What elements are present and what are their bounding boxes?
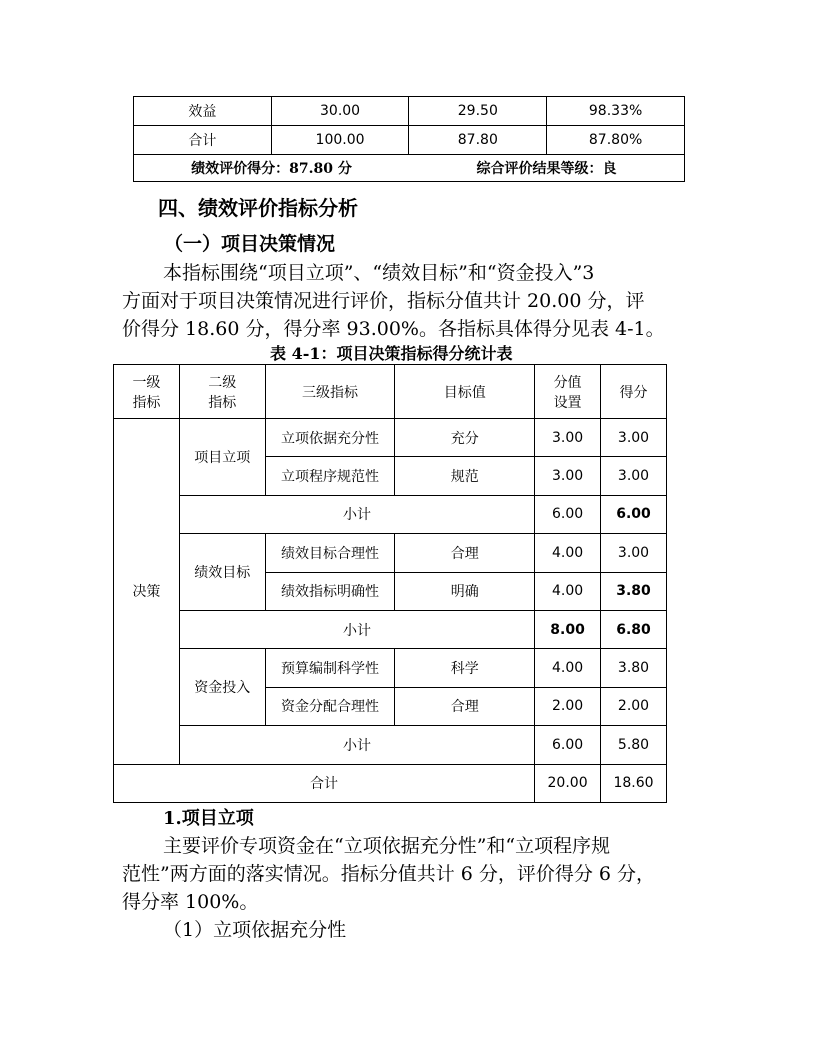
target-cell: 合理 [395,687,535,725]
table-row [134,97,685,126]
level3-cell: 绩效指标明确性 [265,572,395,610]
subtotal-set: 6.00 [535,495,601,533]
target-cell: 合理 [395,534,535,572]
header-score-set: 分值 设置 [535,365,601,419]
table-row [114,649,667,687]
section-heading: 四、绩效评价指标分析 [158,196,358,220]
header-level2: 二级 指标 [179,365,265,419]
score-set: 100.00 [271,126,409,155]
paragraph-line: 范性”两方面的落实情况。指标分值共计 6 分，评价得分 6 分， [122,863,656,885]
score-cell: 3.00 [601,419,667,457]
level2-cell: 资金投入 [179,649,265,726]
header-level1: 一级 指标 [114,365,180,419]
set-cell: 4.00 [535,649,601,687]
subtotal-set: 8.00 [535,610,601,648]
header-target: 目标值 [395,365,535,419]
target-cell: 规范 [395,457,535,495]
table-caption: 表 4-1：项目决策指标得分统计表 [270,344,513,363]
subtotal-row [114,726,667,764]
row-name: 合计 [134,126,272,155]
paragraph-line: 本指标围绕“项目立项”、“绩效目标”和“资金投入”3 [163,262,595,284]
sub-heading: 1.项目立项 [163,808,254,829]
table-row [134,126,685,155]
subtotal-row [114,610,667,648]
subtotal-label: 小计 [179,610,534,648]
score-cell: 3.00 [601,534,667,572]
score-set: 30.00 [271,97,409,126]
subtotal-score: 6.00 [601,495,667,533]
score-rate: 98.33% [547,97,685,126]
set-cell: 2.00 [535,687,601,725]
subtotal-label: 小计 [179,726,534,764]
level1-cell: 决策 [114,419,180,765]
level3-cell: 预算编制科学性 [265,649,395,687]
target-cell: 明确 [395,572,535,610]
paragraph-line: 得分率 100%。 [122,891,259,913]
subtotal-label: 小计 [179,495,534,533]
score-rate: 87.80% [547,126,685,155]
score-cell: 2.00 [601,687,667,725]
subsection-heading: （一）项目决策情况 [164,233,336,255]
subtotal-row [114,495,667,533]
total-label: 合计 [114,764,535,802]
set-cell: 4.00 [535,534,601,572]
level3-cell: 绩效目标合理性 [265,534,395,572]
score: 29.50 [409,97,547,126]
total-row [114,764,667,802]
target-cell: 充分 [395,419,535,457]
level2-cell: 绩效目标 [179,534,265,611]
total-set: 20.00 [535,764,601,802]
evaluation-score: 绩效评价得分：87.80 分 [134,155,409,182]
row-name: 效益 [134,97,272,126]
header-score: 得分 [601,365,667,419]
evaluation-grade: 综合评价结果等级：良 [409,155,685,182]
summary-row [134,155,685,182]
level3-cell: 立项程序规范性 [265,457,395,495]
paragraph-line: 方面对于项目决策情况进行评价，指标分值共计 20.00 分，评 [122,290,645,312]
level2-cell: 项目立项 [179,419,265,496]
paragraph-line: 价得分 18.60 分，得分率 93.00%。各指标具体得分见表 4-1。 [122,318,665,340]
table-header-row [114,365,667,419]
paragraph-line: 主要评价专项资金在“立项依据充分性”和“立项程序规 [163,835,611,857]
item-heading: （1）立项依据充分性 [163,919,347,941]
decision-score-table [113,364,667,803]
score-cell: 3.80 [601,572,667,610]
table-row [114,419,667,457]
score: 87.80 [409,126,547,155]
set-cell: 4.00 [535,572,601,610]
subtotal-score: 5.80 [601,726,667,764]
subtotal-score: 6.80 [601,610,667,648]
total-score: 18.60 [601,764,667,802]
table-row [114,534,667,572]
subtotal-set: 6.00 [535,726,601,764]
score-cell: 3.80 [601,649,667,687]
target-cell: 科学 [395,649,535,687]
overall-score-table [133,96,685,182]
set-cell: 3.00 [535,419,601,457]
set-cell: 3.00 [535,457,601,495]
score-cell: 3.00 [601,457,667,495]
level3-cell: 立项依据充分性 [265,419,395,457]
header-level3: 三级指标 [265,365,395,419]
level3-cell: 资金分配合理性 [265,687,395,725]
